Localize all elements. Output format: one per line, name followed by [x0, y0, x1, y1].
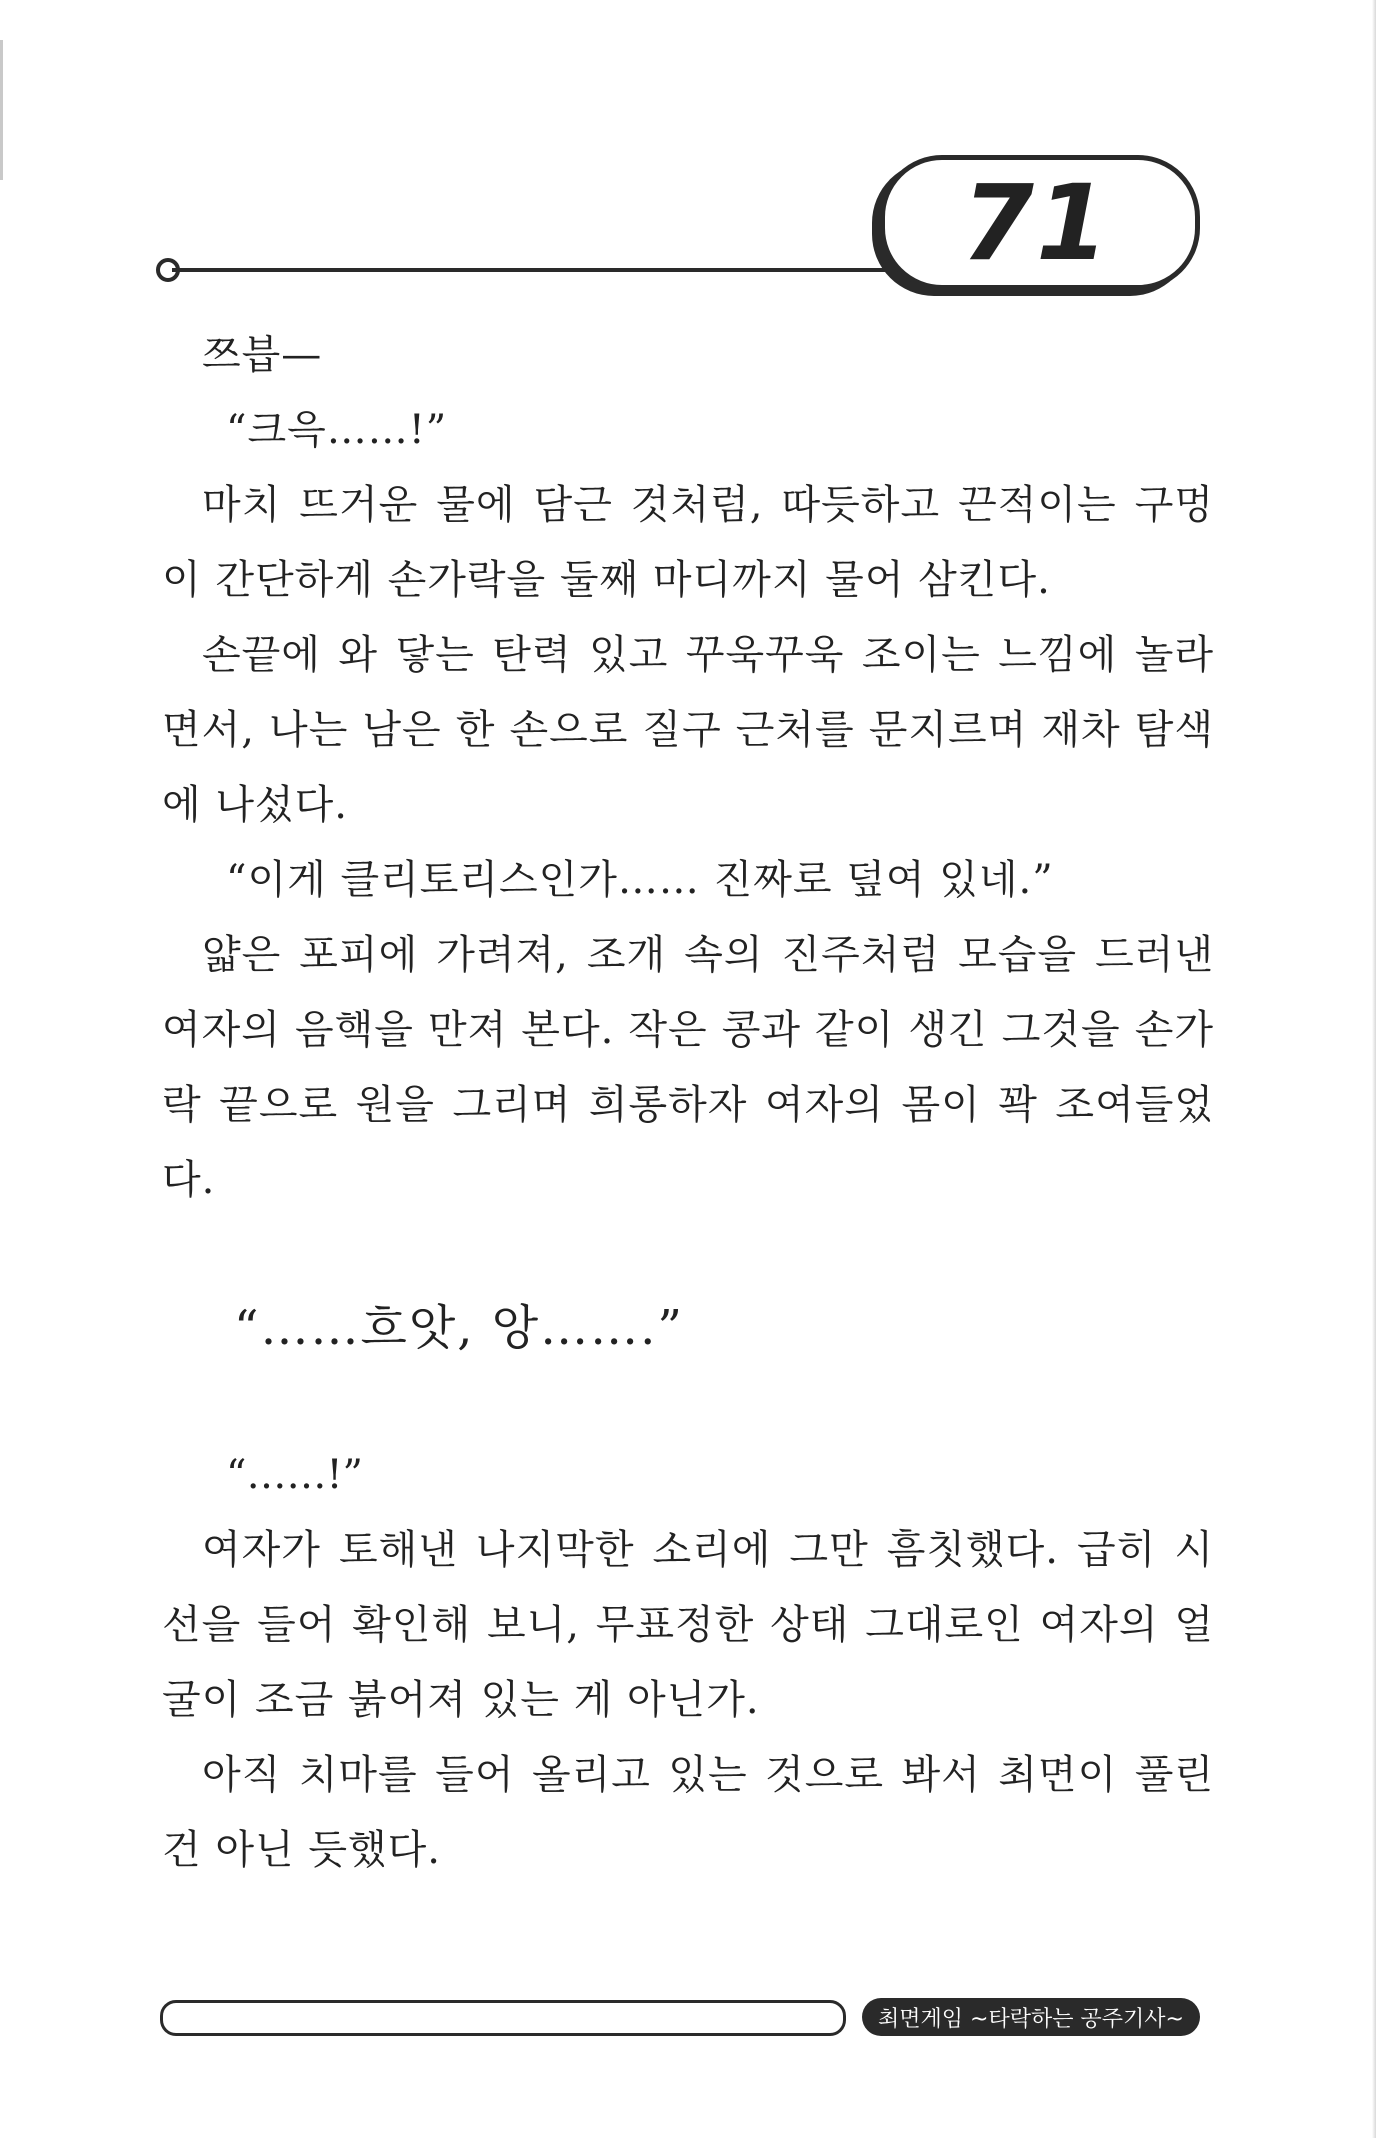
spacer [162, 1218, 1214, 1288]
paragraph: 쯔븝— [202, 332, 323, 378]
footer-book-title: 최면게임 ~타락하는 공주기사~ [862, 1998, 1200, 2036]
spacer [162, 1368, 1214, 1438]
chapter-number: 71 [961, 161, 1111, 284]
dialogue-line: “……!” [226, 1452, 363, 1498]
footer-bar [160, 2000, 846, 2036]
emphasized-dialogue: “……흐앗, 앙…….” [234, 1300, 684, 1356]
page-edge [0, 40, 3, 180]
dialogue-line: “크윽……!” [226, 407, 448, 453]
chapter-badge [880, 155, 1200, 290]
page-body [162, 318, 1228, 1888]
page-edge-shadow [1372, 0, 1376, 2138]
paragraph: 얇은 포피에 가려져, 조개 속의 진주처럼 모습을 드러낸 여자의 음핵을 만져 본다. 작은 콩과 같이 생긴 그것을 손가락 끝으로 원을 그리며 희롱하자 여자의 몸이 꽉 조여들었다. [162, 932, 1228, 1203]
paragraph: 여자가 토해낸 나지막한 소리에 그만 흠칫했다. 급히 시선을 들어 확인해 보니, 무표정한 상태 그대로인 여자의 얼굴이 조금 붉어져 있는 게 아닌가. [162, 1527, 1214, 1723]
header-rule [172, 268, 902, 272]
paragraph: 손끝에 와 닿는 탄력 있고 꾸욱꾸욱 조이는 느낌에 놀라면서, 나는 남은 한 손으로 질구 근처를 문지르며 재차 탐색에 나섰다. [162, 632, 1214, 828]
dialogue-line: “이게 클리토리스인가…… 진짜로 덮여 있네.” [226, 857, 1054, 903]
paragraph: 마치 뜨거운 물에 담근 것처럼, 따듯하고 끈적이는 구멍이 간단하게 손가락을 둘째 마디까지 물어 삼킨다. [162, 482, 1214, 603]
paragraph: 아직 치마를 들어 올리고 있는 것으로 봐서 최면이 풀린 건 아닌 듯했다. [162, 1752, 1228, 1873]
